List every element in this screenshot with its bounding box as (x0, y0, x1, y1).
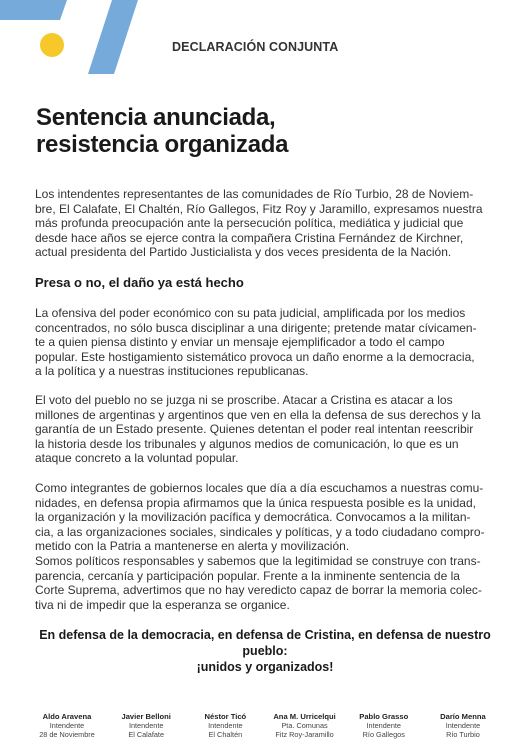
signer-place: El Chaltén (208, 730, 243, 739)
text-line: metido con la Patria a mantenerse en alerta y movilización. (35, 539, 350, 554)
text-line: la historia desde los tribunales y algunos medios de comunicación, lo que es un (35, 436, 459, 451)
signer-name: Javier Belloni (121, 712, 171, 721)
text-line: la organización y la movilización pacífica y democrática. Convocamos a la militan- (35, 510, 471, 525)
signer-role: Intendente (208, 721, 243, 730)
signature-block (426, 712, 500, 739)
signer-role: Pta. Comunas (281, 721, 328, 730)
signer-name: Néstor Ticó (204, 712, 247, 721)
text-line: Como integrantes de gobiernos locales que día a día escuchamos a nuestras comu- (35, 481, 484, 495)
signer-place: Fitz Roy-Jaramillo (275, 730, 334, 739)
signature-block (268, 712, 342, 739)
text-line: actual presidenta del Partido Justicialista y dos veces presidenta de la Nación. (35, 245, 452, 260)
text-line: millones de argentinas y argentinos que ven en ella la defensa de sus derechos y la (35, 407, 481, 422)
signer-name: Darío Menna (440, 712, 486, 721)
text-line: desde hace años se ejerce contra la compañera Cristina Fernández de Kirchner, (35, 230, 464, 245)
page-title (36, 104, 288, 158)
text-line: cia, a las organizaciones sociales, sindicales y políticas, y a todo ciudadano compro- (35, 524, 485, 539)
signer-place: Río Gallegos (362, 730, 405, 739)
signature-block (30, 712, 104, 739)
text-line: Somos políticos responsables y sabemos que la legitimidad se construye con trans- (35, 553, 481, 568)
closing-line: ¡unidos y organizados! (196, 660, 334, 674)
header-label: DECLARACIÓN CONJUNTA (172, 40, 339, 54)
closing-line: En defensa de la democracia, en defensa de Cristina, en defensa de nuestro pueblo: (39, 628, 491, 658)
signer-role: Intendente (366, 721, 401, 730)
text-line: te a quien piensa distinto y enviar un mensaje ejemplificador a todo el campo (35, 335, 445, 350)
text-line: bre, El Calafate, El Chaltén, Río Gallegos, Fitz Roy y Jaramillo, expresamos nuestra (35, 201, 483, 216)
signer-place: El Calafate (128, 730, 165, 739)
text-line: más profunda preocupación ante la persecución política, mediática y judicial que (35, 216, 464, 231)
paragraph-1 (35, 306, 497, 379)
signature-block (188, 712, 262, 739)
text-line: El voto del pueblo no se juzga ni se proscribe. Atacar a Cristina es atacar a los (35, 393, 453, 407)
section-heading: Presa o no, el daño ya está hecho (35, 275, 244, 290)
text-line: ataque concreto a la voluntad popular. (35, 451, 239, 466)
intro-paragraph (35, 187, 497, 260)
text-line: popular. Este hostigamiento sistemático provoca un daño enorme a la democracia, (35, 349, 475, 364)
text-line: concentrados, no sólo busca disciplinar a una dirigente; pretende matar cívicamen- (35, 320, 477, 335)
text-line: Los intendentes representantes de las comunidades de Río Turbio, 28 de Noviem- (35, 187, 474, 201)
text-line: parencia, cercanía y participación popular. Frente a la inminente sentencia de la (35, 568, 460, 583)
flag-top-stripe (0, 0, 67, 20)
closing-statement (30, 627, 500, 675)
signature-block (109, 712, 183, 739)
signer-role: Intendente (49, 721, 85, 730)
paragraph-3 (35, 481, 497, 612)
title-line: Sentencia anunciada, (36, 104, 276, 131)
text-line: nidades, en defensa propia afirmamos que la única respuesta posible es la unidad, (35, 495, 476, 510)
signature-block (347, 712, 421, 739)
signer-name: Ana M. Urricelqui (273, 712, 336, 721)
signer-name: Aldo Aravena (42, 712, 92, 721)
argentina-flag-graphic (0, 0, 150, 74)
sun-icon (40, 33, 64, 57)
signature-row (30, 712, 500, 739)
text-line: tiva ni de impedir que la esperanza se organice. (35, 597, 290, 612)
signer-name: Pablo Grasso (359, 712, 409, 721)
paragraph-2 (35, 393, 497, 466)
text-line: La ofensiva del poder económico con su pata judicial, amplificada por los medios (35, 306, 466, 320)
signer-place: Río Turbio (446, 730, 480, 739)
signer-role: Intendente (445, 721, 481, 730)
text-line: garantía de un Estado presente. Quienes detentan el poder real intentan reescribir (35, 422, 474, 437)
signer-role: Intendente (128, 721, 164, 730)
title-line: resistencia organizada (36, 131, 289, 158)
text-line: a la política y a nuestras instituciones republicanas. (35, 364, 309, 379)
text-line: Corte Suprema, advertimos que no hay veredicto capaz de borrar la memoria colec- (35, 583, 482, 598)
signer-place: 28 de Noviembre (39, 730, 95, 739)
